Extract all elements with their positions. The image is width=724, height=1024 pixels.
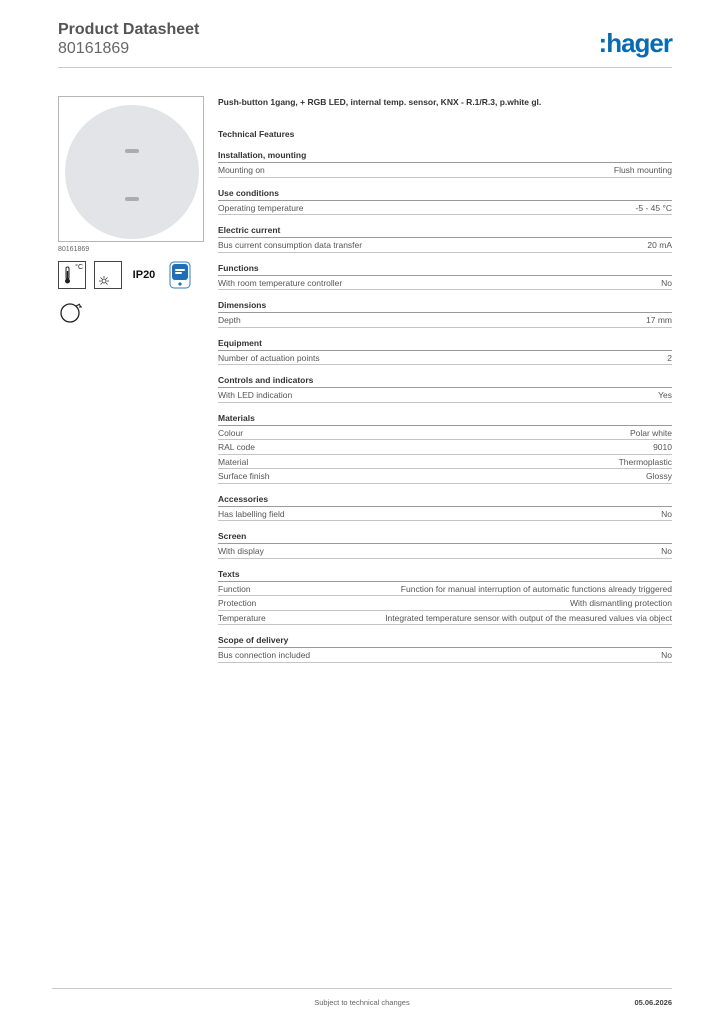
spec-section: [218, 493, 672, 522]
spec-row: [218, 238, 672, 253]
spec-section: [218, 299, 672, 328]
spec-label: Number of actuation points: [218, 352, 320, 363]
spec-label: Protection: [218, 598, 257, 608]
spec-row: [218, 351, 672, 366]
spec-value: 17 mm: [646, 315, 672, 325]
flush-mounting-icon: [58, 299, 86, 327]
footer-note: Subject to technical changes: [314, 998, 410, 1007]
spec-label: With display: [218, 546, 264, 556]
spec-value: Flush mounting: [613, 165, 672, 175]
image-caption: 80161869: [58, 246, 90, 253]
product-name: Push-button 1gang, + RGB LED, internal temp. sensor, KNX - R.1/R.3, p.white gl.: [218, 97, 542, 107]
section-title: Accessories: [218, 493, 672, 507]
spec-value: Thermoplastic: [618, 456, 672, 467]
spec-section: [218, 337, 672, 366]
spec-label: With LED indication: [218, 390, 293, 400]
spec-label: Temperature: [218, 612, 266, 623]
section-title: Screen: [218, 530, 672, 544]
spec-row: [218, 544, 672, 559]
section-title: Controls and indicators: [218, 374, 672, 388]
section-title: Dimensions: [218, 299, 672, 313]
spec-row: [218, 426, 672, 441]
ip-rating-label: IP20: [132, 269, 156, 281]
spec-row: [218, 648, 672, 663]
spec-value: 20 mA: [647, 240, 672, 250]
led-indicator-top: [125, 149, 139, 153]
spec-row: [218, 201, 672, 216]
spec-label: Operating temperature: [218, 202, 304, 213]
product-media-column: [58, 96, 204, 327]
section-title: Materials: [218, 412, 672, 426]
section-title: Electric current: [218, 224, 672, 238]
spec-section: [218, 634, 672, 663]
certification-icons-row2: [58, 299, 204, 327]
certification-icons: [58, 261, 204, 289]
spec-row: [218, 276, 672, 291]
knx-logo-icon: [166, 261, 194, 289]
spec-label: With room temperature controller: [218, 277, 343, 288]
spec-row: [218, 440, 672, 455]
page-footer: [52, 988, 672, 1012]
spec-sections: [218, 149, 672, 663]
spec-value: Function for manual interruption of automatic functions already triggered: [400, 583, 672, 594]
spec-label: Surface finish: [218, 471, 270, 481]
spec-section: [218, 530, 672, 559]
ip20-rating-icon: [130, 261, 158, 289]
spec-row: [218, 313, 672, 328]
spec-row: [218, 469, 672, 484]
spec-value: With dismantling protection: [569, 598, 672, 608]
doc-article-number: 80161869: [58, 40, 130, 57]
footer-date: 05.06.2026: [634, 998, 672, 1007]
spec-label: Bus current consumption data transfer: [218, 240, 363, 250]
spec-label: Has labelling field: [218, 508, 285, 519]
spec-value: No: [661, 650, 672, 660]
spec-row: [218, 611, 672, 626]
spec-value: No: [661, 277, 672, 288]
hager-logo: :hager: [598, 28, 672, 58]
section-title: Texts: [218, 568, 672, 582]
spec-label: Function: [218, 583, 251, 594]
spec-row: [218, 596, 672, 611]
temp-unit-label: °C: [75, 264, 83, 271]
spec-label: RAL code: [218, 442, 256, 452]
temperature-sensor-icon: [58, 261, 86, 289]
spec-value: 9010: [653, 442, 672, 452]
spec-value: Polar white: [629, 427, 672, 438]
spec-label: Colour: [218, 427, 244, 438]
spec-section: [218, 224, 672, 253]
led-indicator-bottom: [125, 197, 139, 201]
spec-section: [218, 262, 672, 291]
technical-features-title: Technical Features: [218, 129, 295, 139]
specification-column: [218, 96, 672, 663]
section-title: Equipment: [218, 337, 672, 351]
spec-value: Glossy: [646, 471, 672, 481]
section-title: Scope of delivery: [218, 634, 672, 648]
spec-section: [218, 187, 672, 216]
section-title: Use conditions: [218, 187, 672, 201]
page-header: [58, 20, 672, 68]
spec-label: Depth: [218, 315, 241, 325]
spec-section: [218, 149, 672, 178]
spec-section: [218, 568, 672, 626]
product-image: [58, 96, 204, 242]
spec-value: -5 - 45 °C: [635, 202, 672, 213]
spec-row: [218, 507, 672, 522]
light-sensor-icon: [94, 261, 122, 289]
doc-title: Product Datasheet: [58, 21, 200, 38]
spec-value: Integrated temperature sensor with output of the measured values via object: [385, 612, 672, 623]
spec-row: [218, 582, 672, 597]
spec-label: Bus connection included: [218, 650, 311, 660]
spec-value: No: [661, 546, 672, 556]
spec-label: Material: [218, 456, 249, 467]
spec-label: Mounting on: [218, 165, 265, 175]
spec-section: [218, 374, 672, 403]
spec-section: [218, 412, 672, 484]
section-title: Installation, mounting: [218, 149, 672, 163]
spec-row: [218, 455, 672, 470]
push-button-disc: [65, 105, 199, 239]
spec-value: No: [661, 508, 672, 519]
spec-value: Yes: [658, 390, 672, 400]
section-title: Functions: [218, 262, 672, 276]
spec-row: [218, 388, 672, 403]
spec-row: [218, 163, 672, 178]
spec-value: 2: [667, 352, 672, 363]
